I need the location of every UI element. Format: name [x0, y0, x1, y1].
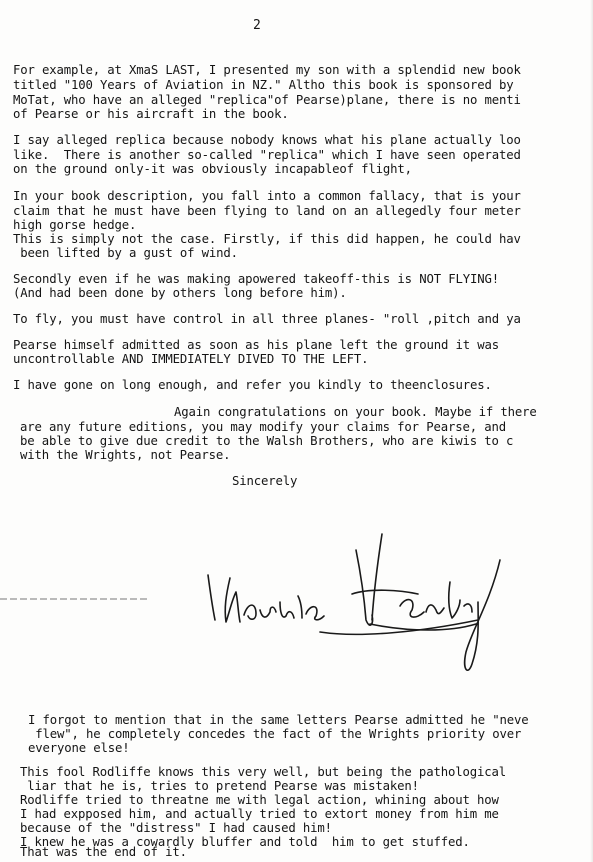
text-line: I knew he was a cowardly bluffer and told him to get stuffed. [20, 835, 470, 849]
text-line: liar that he is, tries to pretend Pearse was mistaken! [20, 779, 419, 793]
text-line: be able to give due credit to the Walsh Brothers, who are kiwis to c [20, 434, 514, 448]
text-line: MoTat, who have an alleged "replica"of Pearse)plane, there is no menti [13, 93, 521, 107]
signature-text: Maurice Hendry [160, 520, 167, 521]
text-line: That was the end of it. [20, 845, 187, 859]
text-line: like. There is another so-called "replica" which I have seen operated [13, 148, 521, 162]
text-line: on the ground only-it was obviously incapableof flight, [13, 162, 412, 176]
text-line: flew", he completely concedes the fact of the Wrights priority over [28, 727, 522, 741]
text-line: been lifted by a gust of wind. [13, 246, 238, 260]
text-line: (And had been done by others long before him). [13, 286, 347, 300]
text-line: Secondly even if he was making apowered takeoff-this is NOT FLYING! [13, 272, 499, 286]
text-line: This fool Rodliffe knows this very well, but being the pathological [20, 765, 506, 779]
text-line: high gorse hedge. [13, 218, 137, 232]
text-line: This is simply not the case. Firstly, if this did happen, he could hav [13, 232, 521, 246]
text-line: because of the "distress" I had caused him! [20, 821, 332, 835]
text-line: titled "100 Years of Aviation in NZ." Altho this book is sponsored by [13, 78, 514, 92]
text-line: everyone else! [28, 741, 130, 755]
text-line: To fly, you must have control in all three planes- "roll ,pitch and ya [13, 312, 521, 326]
text-line: I forgot to mention that in the same letters Pearse admitted he "neve [28, 713, 529, 727]
text-line: claim that he must have been flying to land on an allegedly four meter [13, 204, 521, 218]
page-number: 2 [253, 18, 261, 33]
text-line: I had expposed him, and actually tried to extort money from him me [20, 807, 499, 821]
text-line: Pearse himself admitted as soon as his plane left the ground it was [13, 338, 499, 352]
text-line: I have gone on long enough, and refer you kindly to theenclosures. [13, 378, 492, 392]
text-line: uncontrollable AND IMMEDIATELY DIVED TO THE LEFT. [13, 352, 369, 366]
text-line: of Pearse or his aircraft in the book. [13, 107, 289, 121]
text-line: Rodliffe tried to threatne me with legal action, whining about how [20, 793, 499, 807]
text-line: Again congratulations on your book. Maybe if there [174, 405, 537, 419]
text-line: I say alleged replica because nobody knows what his plane actually loo [13, 133, 521, 147]
text-line: In your book description, you fall into a common fallacy, that is your [13, 189, 521, 203]
text-line: are any future editions, you may modify your claims for Pearse, and [20, 420, 506, 434]
text-line: For example, at XmaS LAST, I presented my son with a splendid new book [13, 63, 521, 77]
stray-line [0, 598, 150, 600]
signature [160, 520, 540, 680]
closing: Sincerely [232, 474, 298, 488]
text-line: with the Wrights, not Pearse. [20, 448, 231, 462]
